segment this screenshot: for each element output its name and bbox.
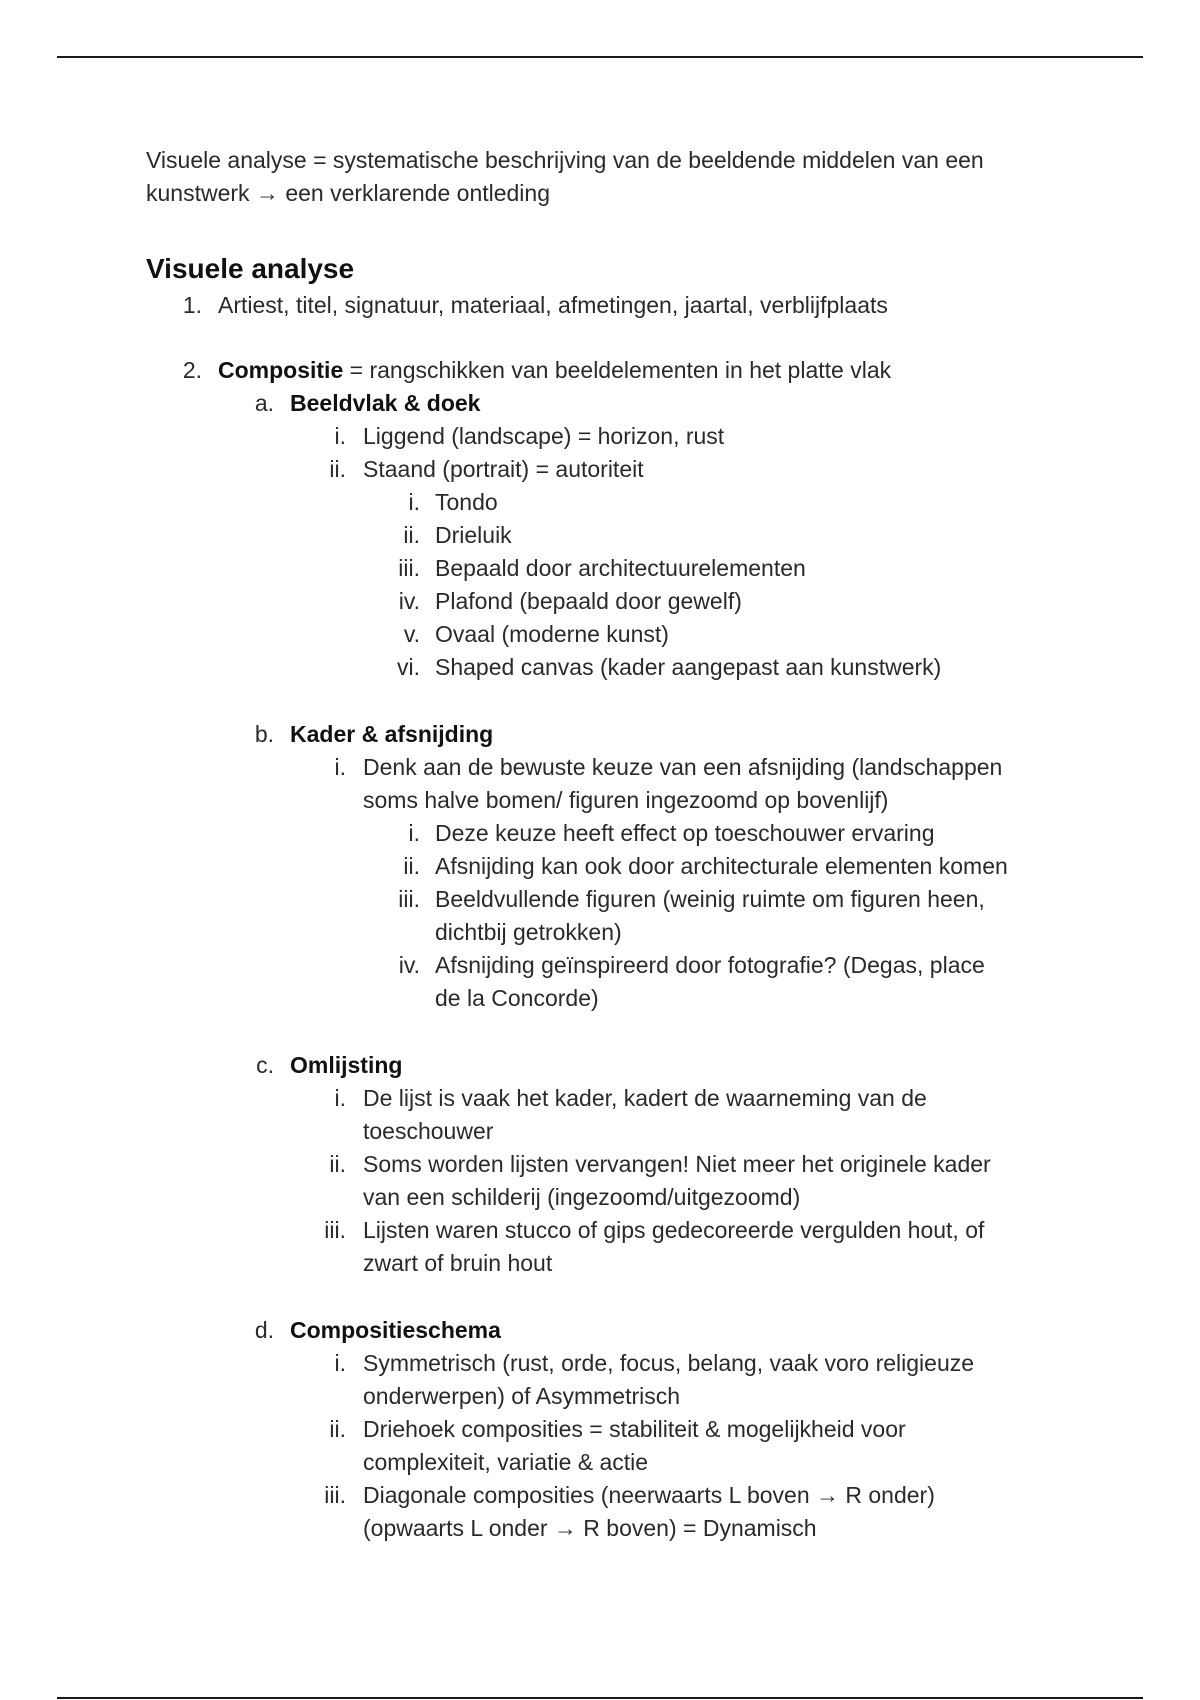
- a-sub-text: Ovaal (moderne kunst): [435, 621, 669, 647]
- b-sub-marker: iv.: [398, 952, 420, 978]
- a-sub-marker: iv.: [398, 588, 420, 614]
- d-item-line-1: Symmetrisch (rust, orde, focus, belang, vaak voro religieuze: [363, 1350, 975, 1376]
- sub-c-marker: c.: [256, 1052, 274, 1078]
- item-1-number: 1.: [182, 292, 202, 318]
- sub-a-title: Beeldvlak & doek: [290, 390, 481, 416]
- sub-b-marker: b.: [254, 721, 274, 747]
- a-sub-marker: v.: [403, 621, 420, 647]
- c-item-marker: i.: [334, 1085, 346, 1111]
- b-sub-text: Beeldvullende figuren (weinig ruimte om figuren heen,: [435, 886, 985, 912]
- d-item-marker: iii.: [324, 1482, 346, 1508]
- a-sub-text: Plafond (bepaald door gewelf): [435, 588, 742, 614]
- d-item-line-1: Diagonale composities (neerwaarts L boven → R onder): [363, 1482, 935, 1508]
- c-item-line-1: Soms worden lijsten vervangen! Niet meer het originele kader: [363, 1151, 991, 1177]
- top-rule: [57, 56, 1143, 58]
- a-sub-marker: vi.: [397, 654, 420, 680]
- a-sub-text: Tondo: [435, 489, 498, 515]
- c-item-marker: ii.: [329, 1151, 346, 1177]
- d-item-line-2: (opwaarts L onder → R boven) = Dynamisch: [363, 1515, 817, 1541]
- bottom-rule: [57, 1697, 1143, 1699]
- section-heading: Visuele analyse: [146, 253, 355, 284]
- b-sub-text: Afsnijding geïnspireerd door fotografie? (Degas, place: [435, 952, 985, 978]
- sub-c-title: Omlijsting: [290, 1052, 403, 1078]
- c-item-line-2: zwart of bruin hout: [363, 1250, 553, 1276]
- a-sub-marker: iii.: [398, 555, 420, 581]
- intro-line-1: Visuele analyse = systematische beschrijving van de beeldende middelen van een: [146, 147, 984, 173]
- a-sub-text: Shaped canvas (kader aangepast aan kunstwerk): [435, 654, 942, 680]
- a-sub-text: Bepaald door architectuurelementen: [435, 555, 806, 581]
- d-item-marker: ii.: [329, 1416, 346, 1442]
- c-item-line-2: van een schilderij (ingezoomd/uitgezoomd): [363, 1184, 801, 1210]
- b-i-line-1: Denk aan de bewuste keuze van een afsnijding (landschappen: [363, 754, 1003, 780]
- b-sub-text-cont: dichtbij getrokken): [435, 919, 622, 945]
- item-2-term: Compositie: [218, 357, 344, 383]
- b-sub-text-cont: de la Concorde): [435, 985, 599, 1011]
- d-item-marker: i.: [334, 1350, 346, 1376]
- b-sub-marker: i.: [408, 820, 420, 846]
- a-i-marker: i.: [334, 423, 346, 449]
- sub-d-title: Compositieschema: [290, 1317, 501, 1343]
- item-1-text: Artiest, titel, signatuur, materiaal, afmetingen, jaartal, verblijfplaats: [218, 292, 888, 318]
- b-i-line-2: soms halve bomen/ figuren ingezoomd op bovenlijf): [363, 787, 889, 813]
- item-2-definition: = rangschikken van beeldelementen in het platte vlak: [343, 357, 892, 383]
- b-sub-marker: ii.: [403, 853, 420, 879]
- c-item-line-2: toeschouwer: [363, 1118, 494, 1144]
- d-item-line-2: onderwerpen) of Asymmetrisch: [363, 1383, 681, 1409]
- c-item-marker: iii.: [324, 1217, 346, 1243]
- a-ii-text: Staand (portrait) = autoriteit: [363, 456, 644, 482]
- b-sub-text: Deze keuze heeft effect op toeschouwer ervaring: [435, 820, 935, 846]
- a-sub-marker: ii.: [403, 522, 420, 548]
- d-item-line-1: Driehoek composities = stabiliteit & mogelijkheid voor: [363, 1416, 906, 1442]
- sub-a-marker: a.: [254, 390, 274, 416]
- intro-line-2: kunstwerk → een verklarende ontleding: [146, 180, 551, 206]
- item-2-number: 2.: [182, 357, 202, 383]
- d-item-line-2: complexiteit, variatie & actie: [363, 1449, 649, 1475]
- b-sub-text: Afsnijding kan ook door architecturale elementen komen: [435, 853, 1008, 879]
- c-item-line-1: Lijsten waren stucco of gips gedecoreerde vergulden hout, of: [363, 1217, 985, 1243]
- b-sub-marker: iii.: [398, 886, 420, 912]
- sub-b-title: Kader & afsnijding: [290, 721, 494, 747]
- sub-d-marker: d.: [254, 1317, 274, 1343]
- c-item-line-1: De lijst is vaak het kader, kadert de waarneming van de: [363, 1085, 927, 1111]
- item-2-text: [218, 354, 891, 387]
- b-i-marker: i.: [334, 754, 346, 780]
- a-i-text: Liggend (landscape) = horizon, rust: [363, 423, 725, 449]
- a-sub-marker: i.: [408, 489, 420, 515]
- a-sub-text: Drieluik: [435, 522, 512, 548]
- a-ii-marker: ii.: [329, 456, 346, 482]
